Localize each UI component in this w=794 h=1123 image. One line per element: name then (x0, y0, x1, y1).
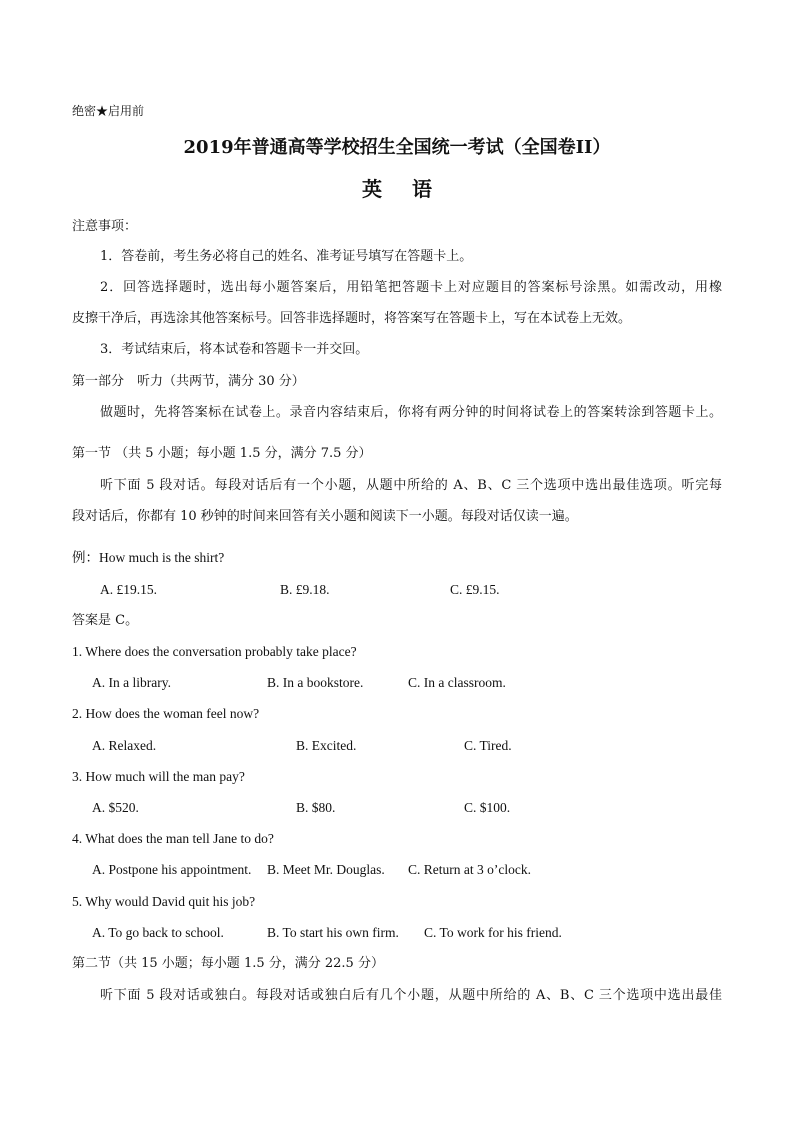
confidential-label: 绝密★启用前 (72, 104, 145, 118)
example-option-b: B. £9.18. (280, 582, 330, 597)
question-2: 2. How does the woman feel now? (72, 706, 260, 721)
notice-heading: 注意事项： (72, 219, 138, 234)
exam-title: 2019年普通高等学校招生全国统一考试（全国卷II） (183, 137, 611, 158)
section1-heading: 第一节 （共 5 小题；每小题 1.5 分，满分 7.5 分） (72, 446, 372, 461)
question-4-option-a: A. Postpone his appointment. (92, 862, 252, 877)
example-option-a: A. £19.15. (100, 582, 157, 597)
question-4-option-c: C. Return at 3 o’clock. (408, 862, 531, 877)
question-2-option-a: A. Relaxed. (92, 738, 157, 753)
question-1: 1. Where does the conversation probably take place? (72, 644, 357, 659)
question-5-option-b: B. To start his own firm. (267, 925, 399, 940)
question-3-option-b: B. $80. (296, 800, 336, 815)
question-4: 4. What does the man tell Jane to do? (72, 831, 274, 846)
section2-heading: 第二节（共 15 小题；每小题 1.5 分，满分 22.5 分） (72, 956, 384, 971)
question-3-option-a: A. $520. (92, 800, 139, 815)
example-option-c: C. £9.15. (450, 582, 500, 597)
question-1-option-b: B. In a bookstore. (267, 675, 364, 690)
example-answer: 答案是 C。 (72, 613, 139, 628)
example-question: 例：How much is the shirt? (72, 550, 225, 565)
part1-heading: 第一部分 听力（共两节，满分 30 分） (72, 374, 305, 389)
section1-instruction-line-1: 听下面 5 段对话。每段对话后有一个小题，从题中所给的 A、B、C 三个选项中选出最佳选项。听完每 (100, 478, 722, 493)
notice-item-2-line-1: 2．回答选择题时，选出每小题答案后，用铅笔把答题卡上对应题目的答案标号涂黑。如需改动，用橡 (100, 280, 722, 295)
question-5-option-a: A. To go back to school. (92, 925, 224, 940)
notice-item-2-line-2: 皮擦干净后，再选涂其他答案标号。回答非选择题时，将答案写在答题卡上，写在本试卷上无效。 (72, 311, 632, 326)
question-2-option-b: B. Excited. (296, 738, 357, 753)
question-4-option-b: B. Meet Mr. Douglas. (267, 862, 385, 877)
question-2-option-c: C. Tired. (464, 738, 512, 753)
question-5-option-c: C. To work for his friend. (424, 925, 562, 940)
question-5: 5. Why would David quit his job? (72, 894, 256, 909)
subject-title: 英语 (362, 177, 462, 201)
question-1-option-c: C. In a classroom. (408, 675, 506, 690)
question-1-option-a: A. In a library. (92, 675, 171, 690)
notice-item-1: 1．答卷前，考生务必将自己的姓名、准考证号填写在答题卡上。 (100, 249, 473, 264)
section2-instruction: 听下面 5 段对话或独白。每段对话或独白后有几个小题，从题中所给的 A、B、C 三个选项中选出最佳 (100, 988, 722, 1003)
section1-instruction-line-2: 段对话后，你都有 10 秒钟的时间来回答有关小题和阅读下一小题。每段对话仅读一遍。 (72, 509, 578, 524)
question-3-option-c: C. $100. (464, 800, 511, 815)
notice-item-3: 3．考试结束后，将本试卷和答题卡一并交回。 (100, 342, 369, 357)
question-3: 3. How much will the man pay? (72, 769, 245, 784)
part1-instruction: 做题时，先将答案标在试卷上。录音内容结束后，你将有两分钟的时间将试卷上的答案转涂到答题卡上。 (100, 405, 722, 420)
